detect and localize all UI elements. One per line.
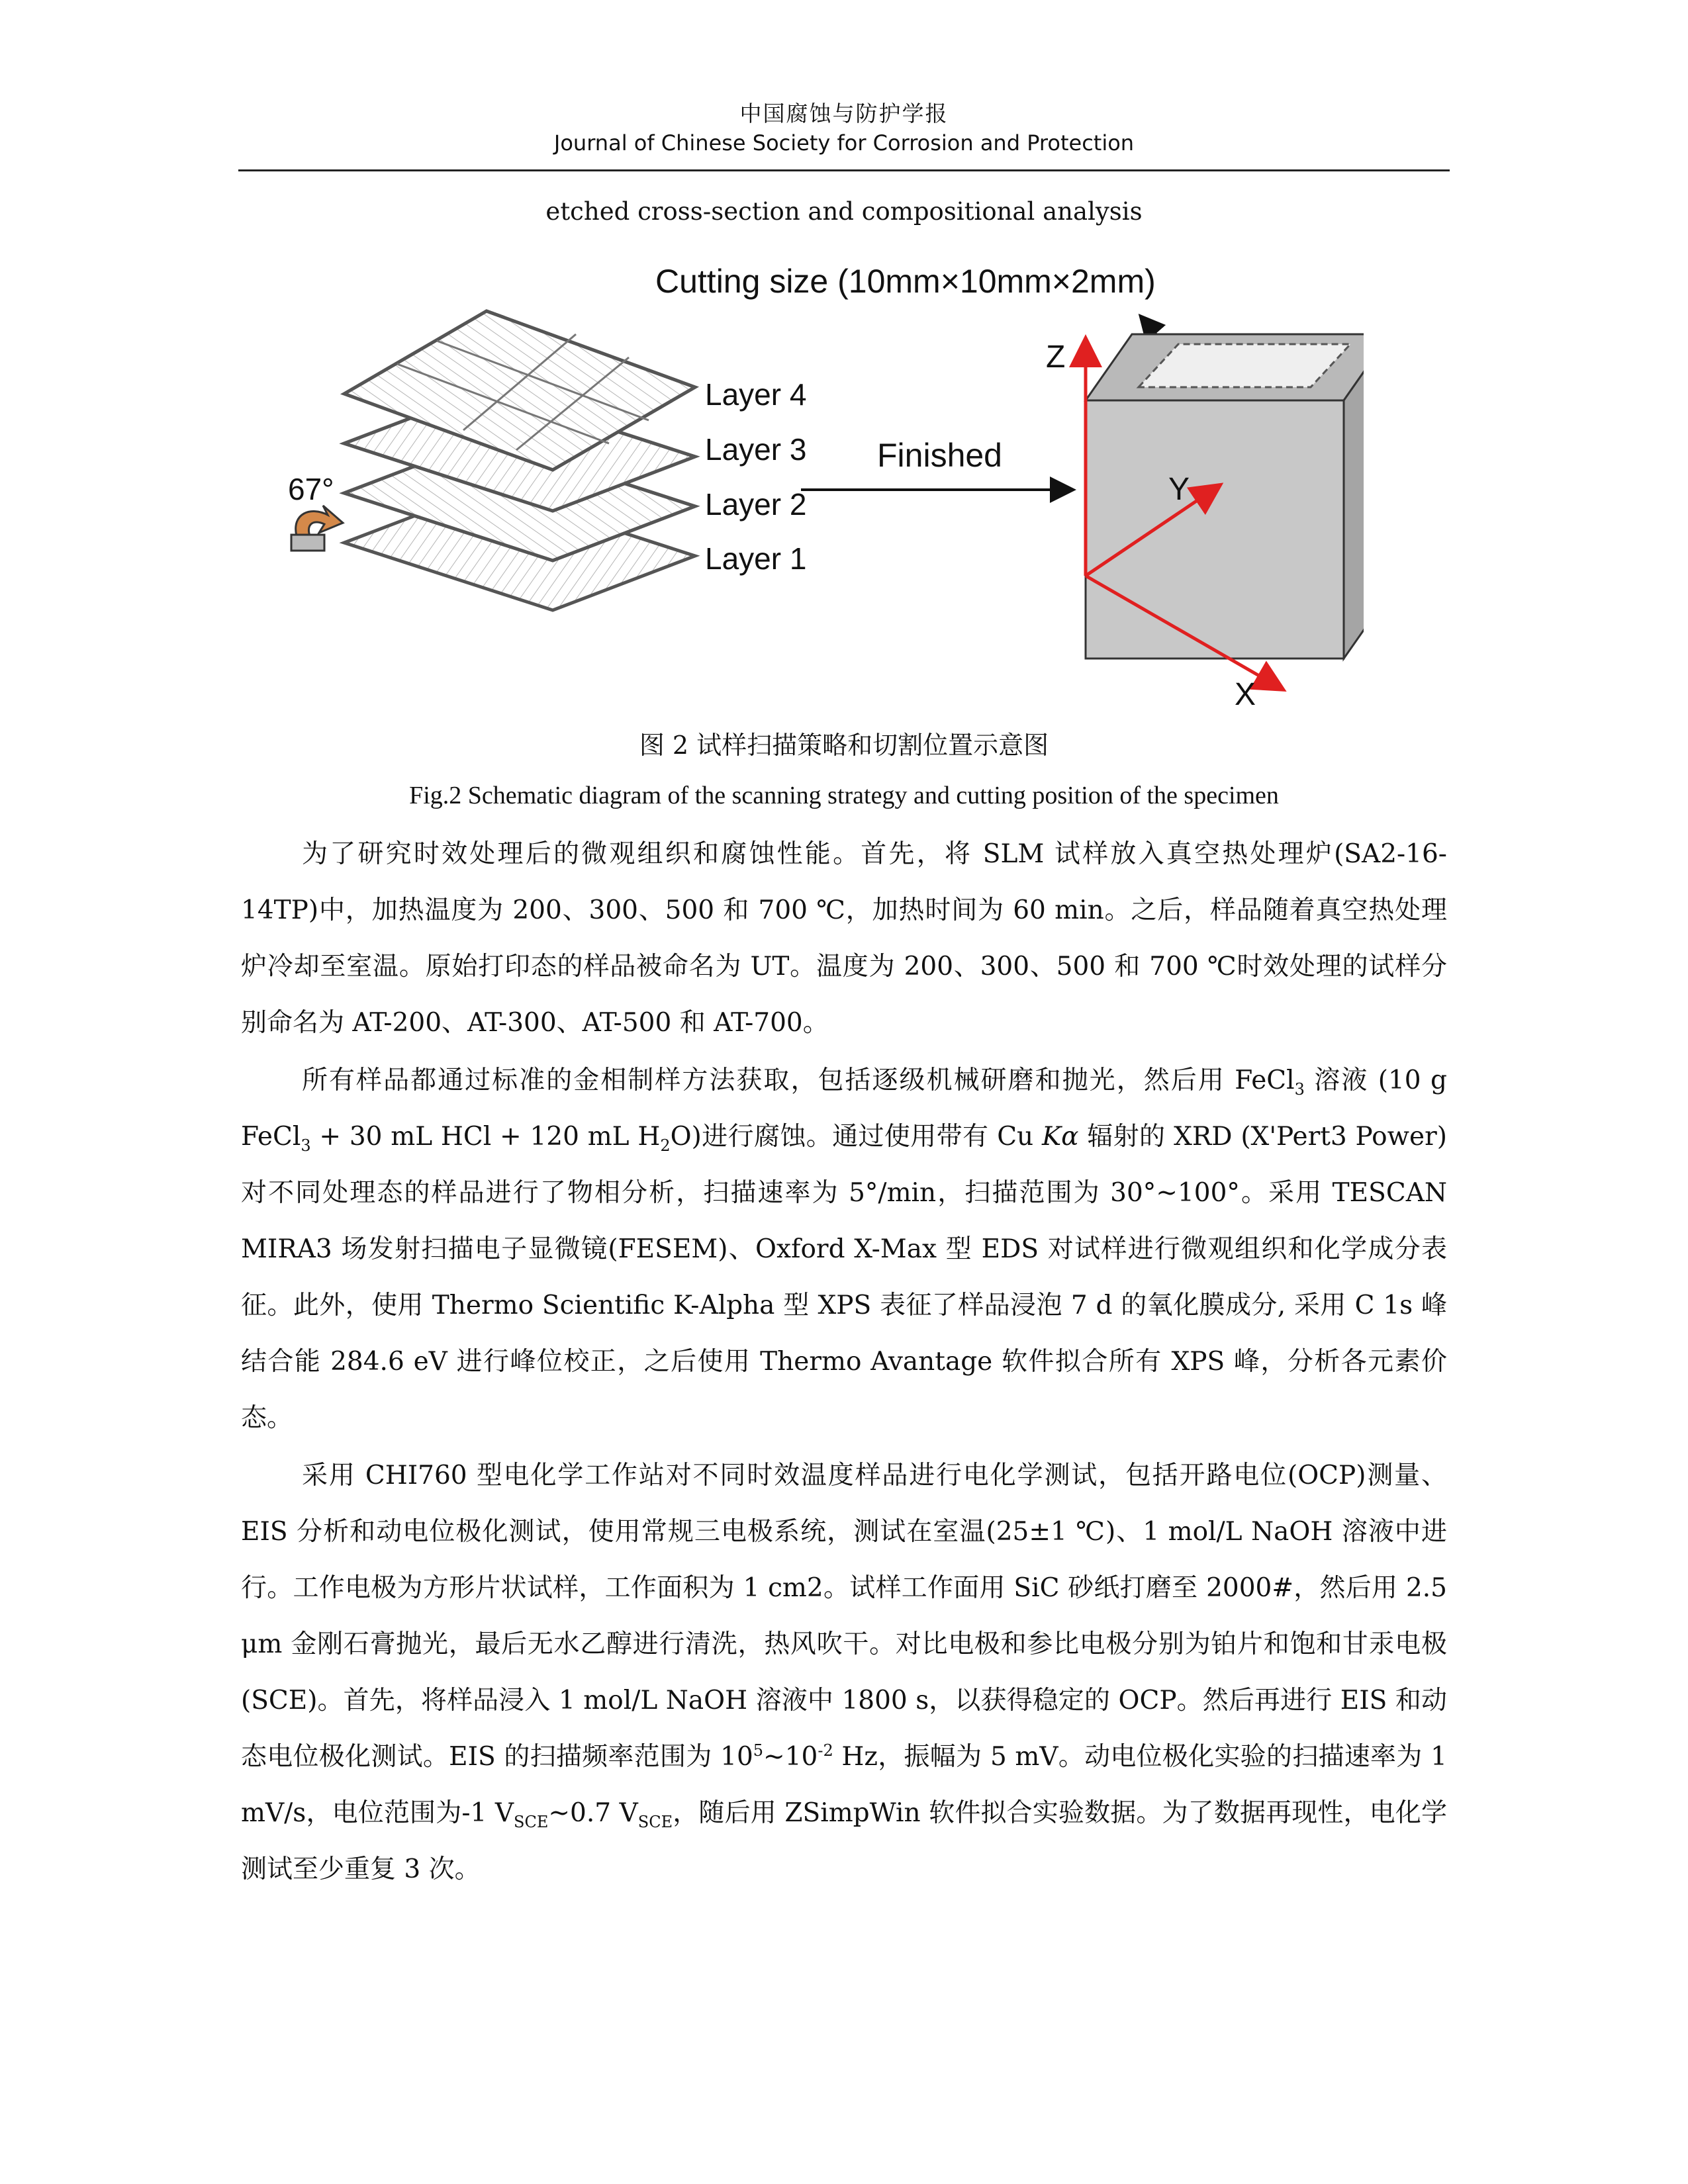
specimen-cube: [1086, 334, 1364, 659]
x-axis-label: X: [1235, 677, 1256, 712]
paragraph-3: 采用 CHI760 型电化学工作站对不同时效温度样品进行电化学测试，包括开路电位(OCP)测量、EIS 分析和动电位极化测试，使用常规三电极系统，测试在室温(25±1 ℃)、1 mol/L NaOH 溶液中进行。工作电极为方形片状试样，工作面积为 1 cm2。试样工作面用 SiC 砂纸打磨至 2000#，然后用 2.5 μm 金刚石膏抛光，最后无水乙醇进行清洗，热风吹干。对比电极和参比电极分别为铂片和饱和甘汞电极(SCE)。首先，将样品浸入 1 mol/L NaOH 溶液中 1800 s，以获得稳定的 OCP。然后再进行 EIS 和动态电位极化测试。EIS 的扫描频率范围为 $10^5\sim 10^{-2}$ Hz，振幅为 5 mV。动电位极化实验的扫描速率为 1 mV/s，电位范围为-1 $V_{SCE}\sim 0.7$ $V_{SCE}$，随后用 ZSimpWin 软件拟合实验数据。为了数据再现性，电化学测试至少重复 3 次。: [241, 1461, 1447, 1884]
paragraph-1: 为了研究时效处理后的微观组织和腐蚀性能。首先，将 SLM 试样放入真空热处理炉(SA2-16-14TP)中，加热温度为 200、300、500 和 700 ℃，加热时间为 60 min。之后，样品随着真空热处理炉冷却至室温。原始打印态的样品被命名为 UT。温度为 200、300、500 和 700 ℃时效处理的试样分别命名为 AT-200、AT-300、AT-500 和 AT-700。: [241, 839, 1448, 1038]
layer-1-label: Layer 1: [705, 541, 807, 576]
journal-title-en: Journal of Chinese Society for Corrosion and Protection: [553, 130, 1135, 156]
paragraph-2: 所有样品都通过标准的金相制样方法获取，包括逐级机械研磨和抛光，然后用 FeCl$_3$ 溶液 (10 g FeCl$_3$ + 30 mL HCl + 120 mL $H_2O$)进行腐蚀。通过使用带有 Cu Kα 辐射的 XRD (X'Pert3 Power)对不同处理态的样品进行了物相分析，扫描速率为 5°/min，扫描范围为 30°~100°。采用 TESCAN MIRA3 场发射扫描电子显微镜(FESEM)、Oxford X-Max 型 EDS 对试样进行微观组织和化学成分表征。此外，使用 Thermo Scientific K-Alpha 型 XPS 表征了样品浸泡 7 d 的氧化膜成分, 采用 C 1s 峰结合能 284.6 eV 进行峰位校正，之后使用 Thermo Avantage 软件拟合所有 XPS 峰，分析各元素价态。: [241, 1066, 1447, 1433]
previous-caption-line: etched cross-section and compositional analysis: [545, 197, 1143, 226]
rotation-arrow-icon: [296, 506, 343, 536]
layer-2-label: Layer 2: [705, 487, 807, 522]
body-text: [241, 826, 1447, 1899]
figure-caption-cn: 图 2 试样扫描策略和切割位置示意图: [639, 731, 1049, 760]
layer-4-label: Layer 4: [705, 377, 807, 412]
rotation-angle-label: 67°: [288, 472, 334, 506]
figure-caption-en: Fig.2 Schematic diagram of the scanning strategy and cutting position of the specimen: [409, 782, 1279, 809]
journal-header: [238, 99, 1450, 158]
cutting-size-label: Cutting size (10mm×10mm×2mm): [655, 263, 1156, 300]
layer-3-label: Layer 3: [705, 432, 807, 467]
y-axis-label: Y: [1168, 472, 1190, 507]
figure-2: [265, 251, 1364, 715]
header-divider: [238, 169, 1450, 171]
scanning-strategy-diagram: [265, 251, 1364, 715]
rotation-base: [291, 535, 324, 551]
z-axis-label: Z: [1046, 340, 1066, 375]
finished-label: Finished: [877, 437, 1002, 474]
journal-title-cn: 中国腐蚀与防护学报: [739, 101, 949, 126]
